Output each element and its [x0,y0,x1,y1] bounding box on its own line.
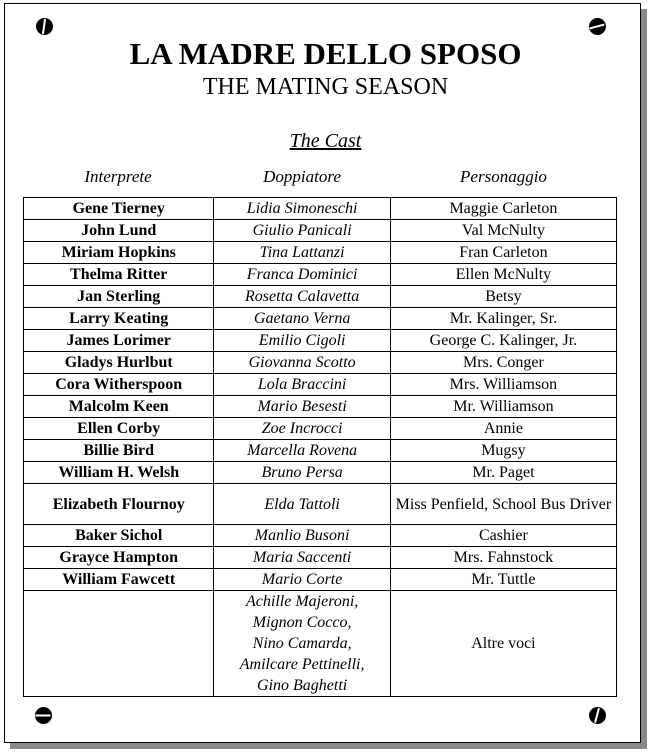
table-row [24,264,617,286]
actor-cell: Baker Sichol [24,525,214,547]
role-cell: Val McNulty [390,220,616,242]
table-row [24,352,617,374]
table-row [24,484,617,525]
actor-cell: James Lorimer [24,330,214,352]
role-cell: Annie [390,418,616,440]
voice-cell: Bruno Persa [214,462,390,484]
voice-cell: Elda Tattoli [214,484,390,525]
voice-cell: Lola Braccini [214,374,390,396]
role-cell: Mr. Paget [390,462,616,484]
table-row [24,462,617,484]
voice-cell: Giulio Panicali [214,220,390,242]
role-cell: Mr. Tuttle [390,569,616,591]
table-row [24,220,617,242]
role-cell: Fran Carleton [390,242,616,264]
voice-cell: Marcella Rovena [214,440,390,462]
screw-icon [35,707,52,724]
cast-table [23,197,617,697]
voice-cell: Tina Lattanzi [214,242,390,264]
page-subtitle: THE MATING SEASON [202,74,449,100]
actor-cell: Grayce Hampton [24,547,214,569]
actor-cell: John Lund [24,220,214,242]
role-cell: Mr. Williamson [390,396,616,418]
voice-name: Gino Baghetti [257,677,348,694]
actor-cell: Thelma Ritter [24,264,214,286]
voice-cell: Lidia Simoneschi [214,198,390,220]
actor-cell: Cora Witherspoon [24,374,214,396]
table-row [24,440,617,462]
column-header-voice: Doppiatore [263,167,341,186]
table-row-other-voices [24,591,617,697]
voice-cell: Mario Corte [214,569,390,591]
table-row [24,308,617,330]
table-row [24,396,617,418]
column-headers [23,167,616,187]
table-row [24,418,617,440]
voice-cell: Giovanna Scotto [214,352,390,374]
voice-cell: Manlio Busoni [214,525,390,547]
actor-cell [24,591,214,697]
screw-icon [589,707,606,724]
section-heading: The Cast [289,130,362,152]
role-cell: Ellen McNulty [390,264,616,286]
voice-cell: Mario Besesti [214,396,390,418]
screw-icon [589,18,606,35]
table-row [24,330,617,352]
voice-cell: Zoe Incrocci [214,418,390,440]
role-cell: Mrs. Fahnstock [390,547,616,569]
voice-cell: Rosetta Calavetta [214,286,390,308]
role-cell: Mugsy [390,440,616,462]
actor-cell: Elizabeth Flournoy [24,484,214,525]
role-cell: George C. Kalinger, Jr. [390,330,616,352]
voice-name: Mignon Cocco, [252,614,352,631]
role-cell: Cashier [390,525,616,547]
voice-cell: Emilio Cigoli [214,330,390,352]
voice-cell [214,591,390,697]
actor-cell: Gladys Hurlbut [24,352,214,374]
role-cell: Maggie Carleton [390,198,616,220]
voice-cell: Maria Saccenti [214,547,390,569]
table-row [24,198,617,220]
actor-cell: Billie Bird [24,440,214,462]
role-cell: Miss Penfield, School Bus Driver [390,484,616,525]
column-header-role: Personaggio [460,167,547,186]
voice-cell: Gaetano Verna [214,308,390,330]
actor-cell: Miriam Hopkins [24,242,214,264]
role-cell: Mrs. Williamson [390,374,616,396]
actor-cell: William H. Welsh [24,462,214,484]
table-row [24,525,617,547]
column-header-actor: Interprete [84,167,152,186]
voice-name: Nino Camarda, [252,635,352,652]
actor-cell: Larry Keating [24,308,214,330]
role-cell: Betsy [390,286,616,308]
voice-cell: Franca Dominici [214,264,390,286]
actor-cell: Jan Sterling [24,286,214,308]
page-title: LA MADRE DELLO SPOSO [129,36,522,71]
voice-name: Amilcare Pettinelli, [239,656,365,673]
table-row [24,569,617,591]
actor-cell: William Fawcett [24,569,214,591]
table-row [24,547,617,569]
role-cell: Altre voci [390,591,616,697]
table-row [24,242,617,264]
actor-cell: Malcolm Keen [24,396,214,418]
actor-cell: Ellen Corby [24,418,214,440]
role-cell: Mrs. Conger [390,352,616,374]
actor-cell: Gene Tierney [24,198,214,220]
table-row [24,374,617,396]
voice-name: Achille Majeroni, [246,593,359,610]
screw-icon [36,18,53,35]
table-row [24,286,617,308]
role-cell: Mr. Kalinger, Sr. [390,308,616,330]
